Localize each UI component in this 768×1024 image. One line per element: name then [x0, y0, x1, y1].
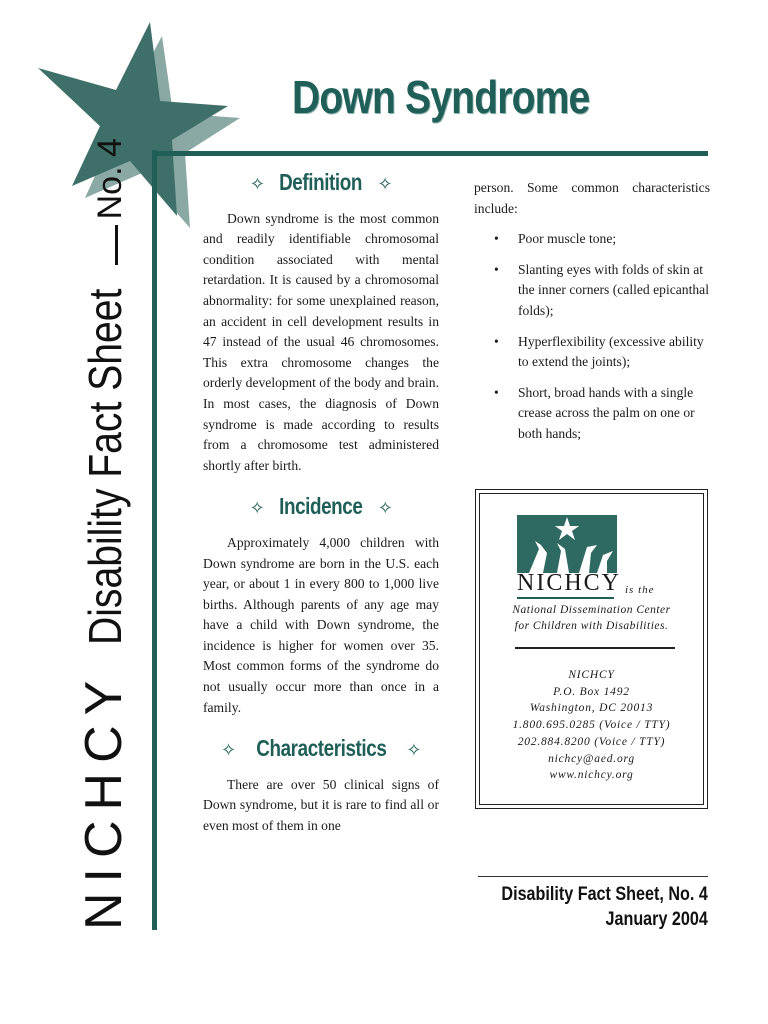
org-box-inner [479, 493, 704, 805]
ornament-icon: ✧ [406, 740, 421, 761]
org-box [475, 489, 708, 809]
list-item: • Poor muscle tone; [474, 229, 710, 250]
contact-line: NICHCY [568, 669, 615, 681]
is-the-text: is the [625, 584, 655, 596]
footer-rule [478, 876, 708, 877]
heading-incidence: ✧ Incidence ✧ [249, 493, 393, 520]
logo-underline [517, 597, 614, 599]
incidence-text: Approximately 4,000 children with Down syndrome are born in the U.S. each year, or about 1 in every 800 to 1,000 live births. Although parents of any age may have a child with Down syndrome, the incidence is higher for women over 35. Most common forms of the syndrome do not usually occur more than once in a family. [203, 534, 439, 715]
side-label [74, 138, 134, 930]
contact-line: Washington, DC 20013 [529, 702, 654, 715]
side-dash [115, 225, 118, 265]
heading-characteristics: ✧ Characteristics ✧ [221, 735, 421, 762]
contact-phone: 202.884.8200 (Voice / TTY) [517, 735, 666, 748]
contact-phone: 1.800.695.0285 (Voice / TTY) [512, 719, 671, 732]
contact-info [480, 667, 703, 784]
column-right [474, 178, 710, 455]
characteristics-continued: person. Some common characteristics include: [474, 180, 710, 216]
heading-definition: ✧ Definition ✧ [249, 169, 393, 195]
top-rule [152, 151, 708, 156]
side-org: NICHCY [75, 670, 133, 930]
ornament-icon: ✧ [377, 174, 393, 194]
list-item: • Slanting eyes with folds of skin at the inner corners (called epicanthal folds); [474, 260, 710, 322]
footer [465, 882, 708, 932]
org-name: National Dissemination Center for Children with Disabilities. [512, 604, 671, 632]
ornament-icon: ✧ [249, 174, 265, 194]
contact-line: P.O. Box 1492 [553, 685, 630, 698]
characteristics-list [474, 229, 710, 444]
list-item: • Hyperflexibility (excessive ability to extend the joints); [474, 332, 710, 373]
characteristics-text: There are over 50 clinical signs of Down syndrome, but it is rare to find all or even most of them in one [203, 776, 439, 834]
ornament-icon: ✧ [249, 498, 265, 519]
side-series: Disability Fact Sheet [79, 288, 131, 645]
footer-date: January 2004 [605, 909, 708, 930]
contact-website: www.nichcy.org [549, 769, 634, 782]
footer-series: Disability Fact Sheet, No. 4 [501, 884, 708, 905]
box-divider [515, 647, 675, 649]
vertical-rule [152, 150, 157, 930]
ornament-icon: ✧ [221, 740, 236, 761]
column-left [203, 169, 439, 837]
side-number: No. 4 [91, 138, 129, 220]
definition-text: Down syndrome is the most common and readily identifiable chromosomal condition associated with mental retardation. It is caused by a chromosomal abnormality: for some unexplained reason, an accident in cell development results in 47 instead of the usual 46 chromosomes. This extra chromosome changes the orderly development of the body and brain. In most cases, the diagnosis of Down syndrome is made according to results from a chromosome test administered shortly after birth. [203, 210, 439, 473]
logo-wordmark: NICHCY [517, 570, 622, 596]
list-item: • Short, broad hands with a single crease across the palm on one or both hands; [474, 383, 710, 445]
contact-email: nichcy@aed.org [548, 752, 635, 765]
page-title: Down Syndrome [292, 71, 590, 123]
nichcy-logo-icon [517, 515, 617, 573]
ornament-icon: ✧ [377, 498, 393, 519]
